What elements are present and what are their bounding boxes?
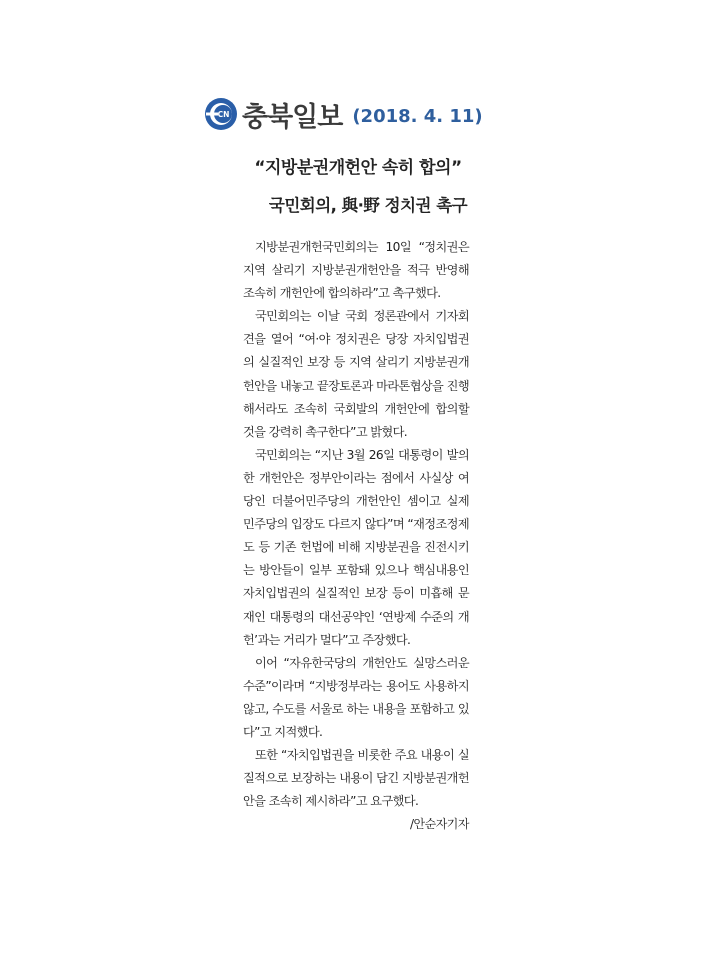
article-paragraph: 국민회의는 “지난 3월 26일 대통령이 발의한 개헌안은 정부안이라는 점에서 사실상 여당인 더불어민주당의 개헌안인 셈이고 실제 민주당의 입장도 다르지 않다”며 “재정조정제도 등 기존 헌법에 비해 지방분권을 진전시키는 방안들이 일부 포함돼 있으나 핵심내용인 자치입법권의 실질적인 보장 등이 미흡해 문재인 대통령의 대선공약인 ‘연방제 수준의 개헌’과는 거리가 멀다”고 주장했다.: [243, 447, 469, 647]
logo-letters: CN: [217, 110, 230, 119]
newspaper-name: 충북일보: [242, 101, 343, 133]
publication-date: (2018. 4. 11): [352, 105, 483, 127]
article-body: [243, 236, 469, 836]
article-paragraph: [243, 744, 469, 832]
article-paragraph: 국민회의는 이날 국회 정론관에서 기자회견을 열어 “여·야 정치권은 당장 자치입법권의 실질적인 보장 등 지역 살리기 지방분권개헌안을 내놓고 끝장토론과 마라톤협상을 진행해서라도 조속히 국회발의 개헌안에 합의할 것을 강력히 촉구한다”고 밝혔다.: [243, 309, 469, 439]
masthead: [204, 94, 483, 134]
main-headline: “지방분권개헌안 속히 합의”: [254, 158, 462, 178]
last-paragraph-text: 또한 “자치입법권을 비롯한 주요 내용이 실질적으로 보장하는 내용이 담긴 지방분권개헌안을 조속히 제시하라”고 요구했다.: [243, 748, 469, 809]
reporter-byline: /안순자기자: [409, 817, 469, 832]
article-paragraph: 이어 “자유한국당의 개헌안도 실망스러운 수준”이라며 “지방정부라는 용어도 사용하지 않고, 수도를 서울로 하는 내용을 포함하고 있다”고 지적했다.: [243, 655, 469, 739]
sub-headline: 국민회의, 與·野 정치권 촉구: [268, 196, 468, 215]
newspaper-logo-icon: [204, 97, 238, 131]
article-paragraph: 지방분권개헌국민회의는 10일 “정치권은 지역 살리기 지방분권개헌안을 적극 반영해 조속히 개헌안에 합의하라”고 촉구했다.: [243, 240, 469, 301]
